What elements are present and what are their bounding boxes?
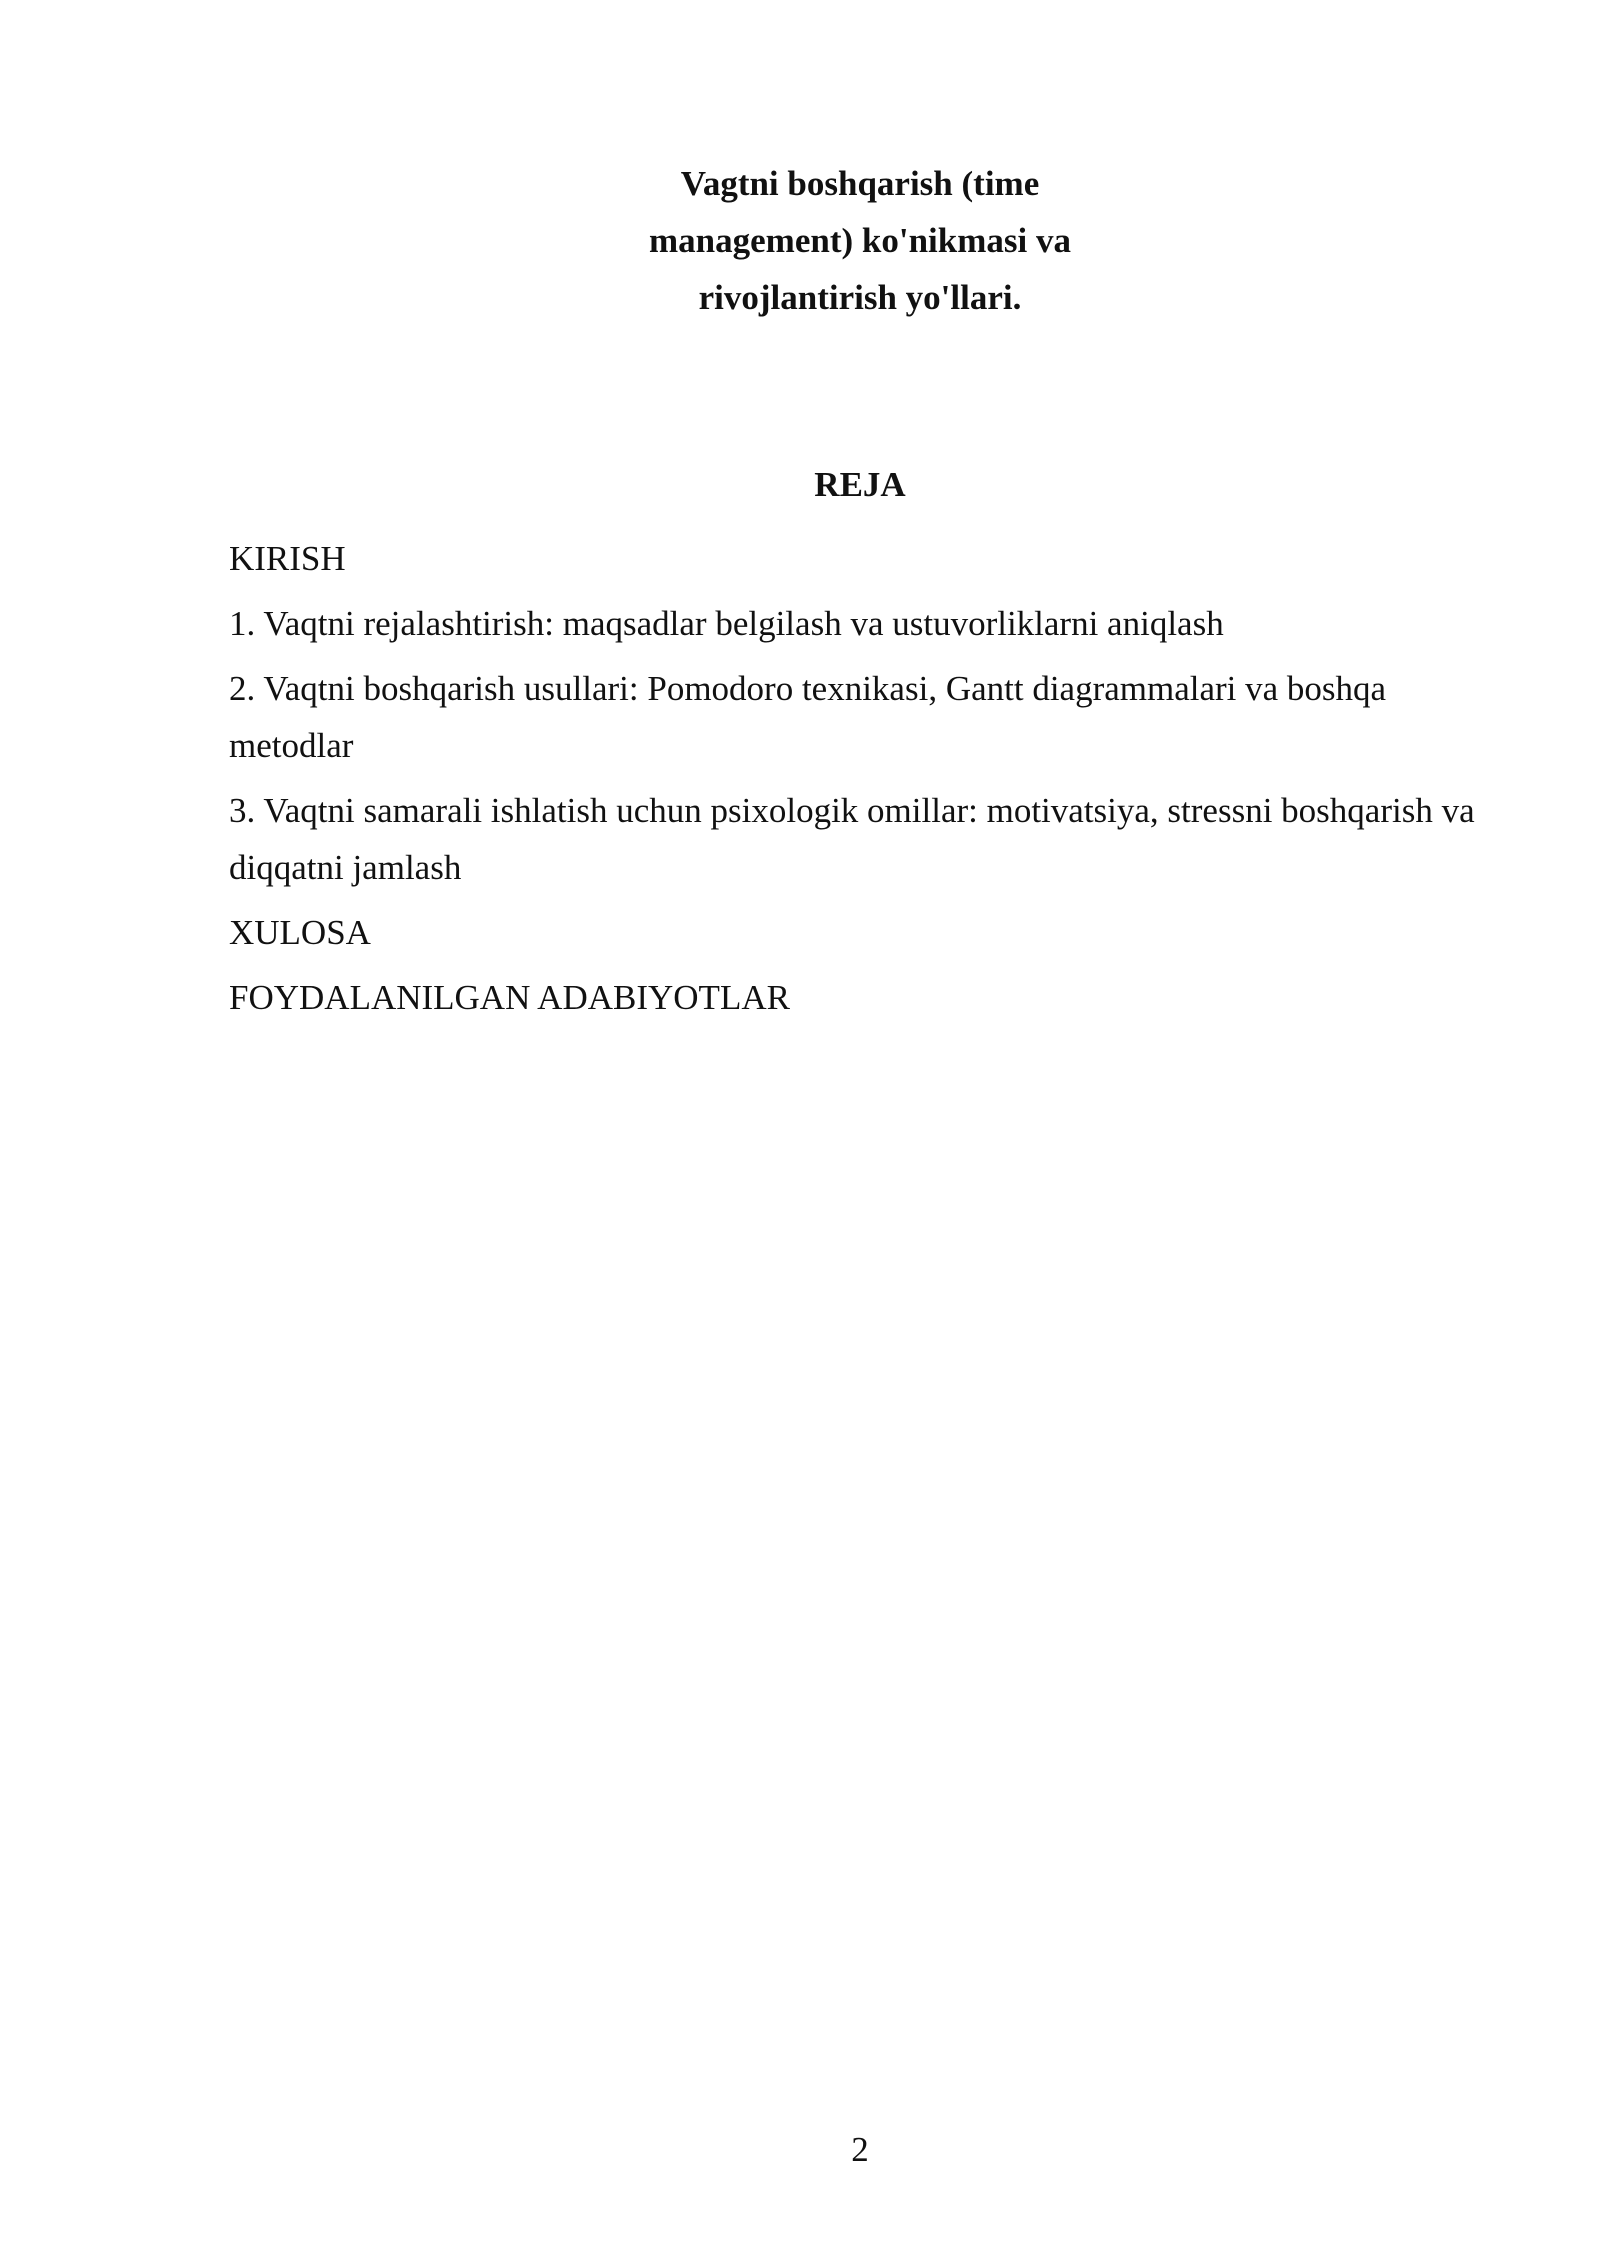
plan-item-conclusion: XULOSA	[229, 913, 371, 952]
plan-item-references: FOYDALANILGAN ADABIYOTLAR	[229, 978, 790, 1017]
plan-list	[229, 530, 1479, 1034]
document-title-line: management) ko'nikmasi va	[649, 221, 1071, 260]
document-title-line: rivojlantirish yo'llari.	[698, 278, 1022, 317]
plan-heading: REJA	[814, 465, 906, 504]
plan-item-1: 1. Vaqtni rejalashtirish: maqsadlar belgilash va ustuvorliklarni aniqlash	[229, 604, 1224, 643]
document-title	[560, 155, 1160, 326]
page-number: 2	[851, 2130, 869, 2169]
plan-item-2: 2. Vaqtni boshqarish usullari: Pomodoro texnikasi, Gantt diagrammalari va boshqa metodlar	[229, 669, 1387, 765]
plan-item-3: 3. Vaqtni samarali ishlatish uchun psixologik omillar: motivatsiya, stressni boshqarish va diqqatni jamlash	[229, 791, 1475, 887]
document-title-line: Vagtni boshqarish (time	[680, 164, 1040, 203]
plan-item-introduction: KIRISH	[229, 539, 346, 578]
